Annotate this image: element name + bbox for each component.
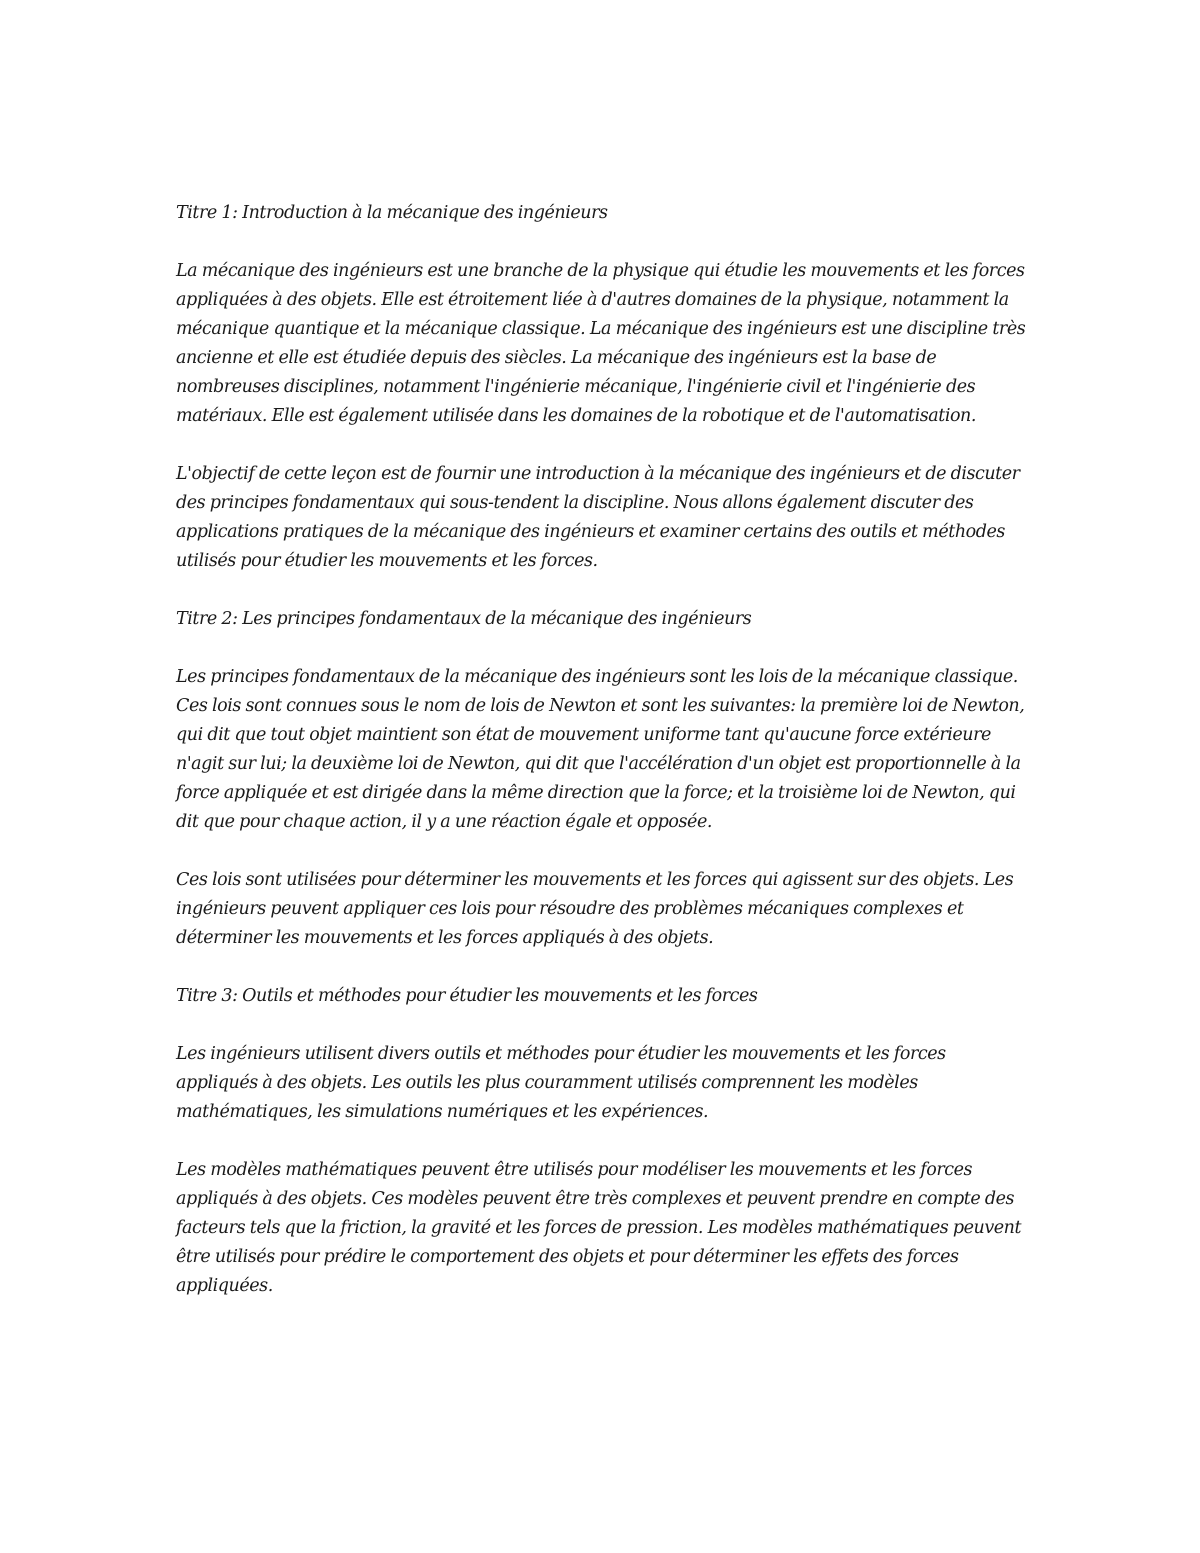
section-heading-2: Titre 2: Les principes fondamentaux de la mécanique des ingénieurs [176, 609, 752, 629]
paragraph: Les ingénieurs utilisent divers outils et méthodes pour étudier les mouvements et les forces appliqués à des objets. Les outils les plus couramment utilisés comprennent les modèles mathématiques, les simulations numériques et les expériences. [176, 1044, 946, 1122]
section-heading-3: Titre 3: Outils et méthodes pour étudier les mouvements et les forces [176, 986, 758, 1006]
paragraph: Les principes fondamentaux de la mécanique des ingénieurs sont les lois de la mécanique classique. Ces lois sont connues sous le nom de lois de Newton et sont les suivantes: la première loi de Newton, qui dit que tout objet maintient son état de mouvement uniforme tant qu'aucune force extérieure n'agit sur lui; la deuxième loi de Newton, qui dit que l'accélération d'un objet est proportionnelle à la force appliquée et est dirigée dans la même direction que la force; et la troisième loi de Newton, qui dit que pour chaque action, il y a une réaction égale et opposée. [176, 667, 1025, 832]
paragraph: Les modèles mathématiques peuvent être utilisés pour modéliser les mouvements et les forces appliqués à des objets. Ces modèles peuvent être très complexes et peuvent prendre en compte des facteurs tels que la friction, la gravité et les forces de pression. Les modèles mathématiques peuvent être utilisés pour prédire le comportement des objets et pour déterminer les effets des forces appliquées. [176, 1160, 1022, 1296]
paragraph: Ces lois sont utilisées pour déterminer les mouvements et les forces qui agissent sur des objets. Les ingénieurs peuvent appliquer ces lois pour résoudre des problèmes mécaniques complexes et déterminer les mouvements et les forces appliqués à des objets. [176, 870, 1014, 948]
paragraph: L'objectif de cette leçon est de fournir une introduction à la mécanique des ingénieurs et de discuter des principes fondamentaux qui sous-tendent la discipline. Nous allons également discuter des applications pratiques de la mécanique des ingénieurs et examiner certains des outils et méthodes utilisés pour étudier les mouvements et les forces. [176, 464, 1020, 571]
section-heading-1: Titre 1: Introduction à la mécanique des ingénieurs [176, 203, 608, 223]
document-body [176, 199, 1026, 1330]
paragraph: La mécanique des ingénieurs est une branche de la physique qui étudie les mouvements et les forces appliquées à des objets. Elle est étroitement liée à d'autres domaines de la physique, notamment la mécanique quantique et la mécanique classique. La mécanique des ingénieurs est une discipline très ancienne et elle est étudiée depuis des siècles. La mécanique des ingénieurs est la base de nombreuses disciplines, notamment l'ingénierie mécanique, l'ingénierie civil et l'ingénierie des matériaux. Elle est également utilisée dans les domaines de la robotique et de l'automatisation. [176, 261, 1026, 426]
